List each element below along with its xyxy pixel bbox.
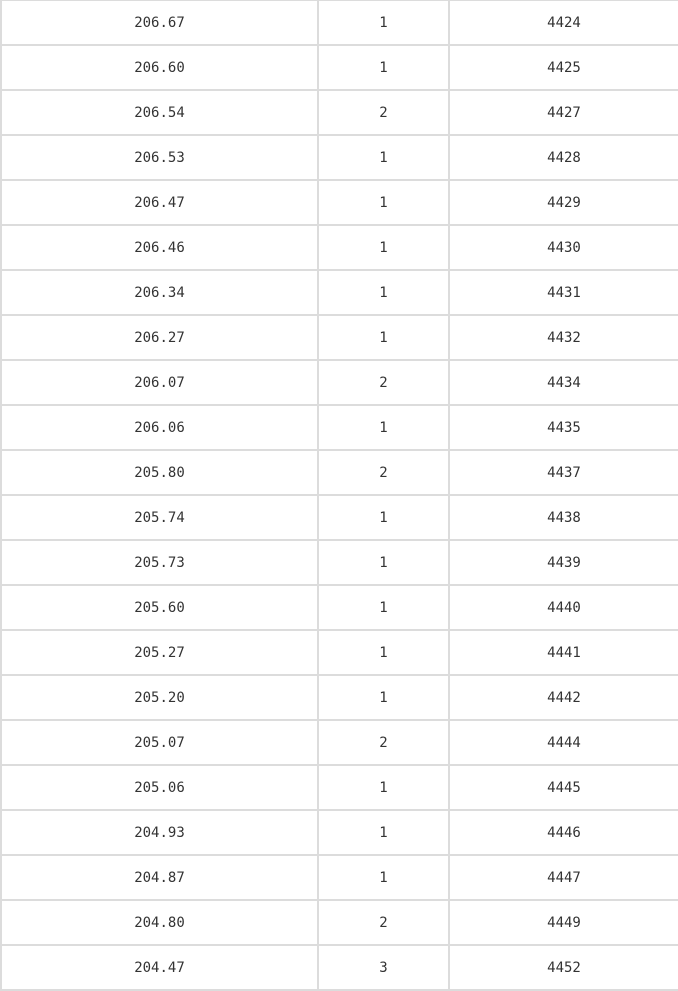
- score-cell: 206.27: [1, 315, 318, 360]
- rank-cell: 4429: [449, 180, 678, 225]
- table-row: [1, 855, 678, 900]
- table-row: [1, 90, 678, 135]
- table-row: [1, 540, 678, 585]
- count-cell: 1: [318, 675, 449, 720]
- rank-cell: 4434: [449, 360, 678, 405]
- count-cell: 1: [318, 135, 449, 180]
- table-row: [1, 405, 678, 450]
- score-cell: 206.60: [1, 45, 318, 90]
- count-cell: 1: [318, 585, 449, 630]
- score-cell: 205.20: [1, 675, 318, 720]
- table-row: [1, 360, 678, 405]
- table-row: [1, 225, 678, 270]
- score-cell: 206.53: [1, 135, 318, 180]
- rank-cell: 4430: [449, 225, 678, 270]
- rank-cell: 4445: [449, 765, 678, 810]
- score-cell: 206.46: [1, 225, 318, 270]
- table-row: [1, 135, 678, 180]
- table-row: [1, 720, 678, 765]
- table-row: [1, 180, 678, 225]
- count-cell: 1: [318, 1, 449, 46]
- rank-cell: 4441: [449, 630, 678, 675]
- rank-cell: 4438: [449, 495, 678, 540]
- score-cell: 204.93: [1, 810, 318, 855]
- table-row: [1, 945, 678, 990]
- count-cell: 1: [318, 855, 449, 900]
- rank-cell: 4424: [449, 1, 678, 46]
- score-cell: 204.80: [1, 900, 318, 945]
- count-cell: 2: [318, 90, 449, 135]
- rank-cell: 4428: [449, 135, 678, 180]
- rank-cell: 4444: [449, 720, 678, 765]
- count-cell: 1: [318, 495, 449, 540]
- table-row: [1, 495, 678, 540]
- count-cell: 1: [318, 405, 449, 450]
- score-cell: 204.87: [1, 855, 318, 900]
- count-cell: 1: [318, 315, 449, 360]
- table-row: [1, 630, 678, 675]
- count-cell: 1: [318, 765, 449, 810]
- rank-cell: 4447: [449, 855, 678, 900]
- score-cell: 206.07: [1, 360, 318, 405]
- count-cell: 1: [318, 540, 449, 585]
- score-cell: 205.80: [1, 450, 318, 495]
- table-row: [1, 810, 678, 855]
- rank-cell: 4437: [449, 450, 678, 495]
- table-row: [1, 585, 678, 630]
- score-cell: 204.47: [1, 945, 318, 990]
- table-row: [1, 450, 678, 495]
- table-row: [1, 1, 678, 46]
- table-row: [1, 900, 678, 945]
- score-cell: 205.06: [1, 765, 318, 810]
- rank-cell: 4440: [449, 585, 678, 630]
- score-cell: 206.54: [1, 90, 318, 135]
- count-cell: 2: [318, 360, 449, 405]
- table-row: [1, 765, 678, 810]
- score-cell: 205.73: [1, 540, 318, 585]
- count-cell: 2: [318, 720, 449, 765]
- count-cell: 2: [318, 450, 449, 495]
- score-cell: 205.07: [1, 720, 318, 765]
- count-cell: 1: [318, 180, 449, 225]
- score-cell: 205.74: [1, 495, 318, 540]
- rank-cell: 4442: [449, 675, 678, 720]
- rank-cell: 4427: [449, 90, 678, 135]
- score-cell: 205.60: [1, 585, 318, 630]
- score-cell: 205.27: [1, 630, 318, 675]
- score-cell: 206.47: [1, 180, 318, 225]
- rank-cell: 4439: [449, 540, 678, 585]
- table-body: [1, 1, 678, 991]
- count-cell: 1: [318, 270, 449, 315]
- score-cell: 206.67: [1, 1, 318, 46]
- count-cell: 1: [318, 810, 449, 855]
- table-row: [1, 675, 678, 720]
- rank-cell: 4452: [449, 945, 678, 990]
- count-cell: 1: [318, 45, 449, 90]
- score-cell: 206.34: [1, 270, 318, 315]
- count-cell: 1: [318, 630, 449, 675]
- score-cell: 206.06: [1, 405, 318, 450]
- rank-cell: 4431: [449, 270, 678, 315]
- count-cell: 3: [318, 945, 449, 990]
- rank-cell: 4449: [449, 900, 678, 945]
- rank-cell: 4435: [449, 405, 678, 450]
- rank-cell: 4425: [449, 45, 678, 90]
- count-cell: 1: [318, 225, 449, 270]
- count-cell: 2: [318, 900, 449, 945]
- rank-cell: 4432: [449, 315, 678, 360]
- table-row: [1, 45, 678, 90]
- rank-cell: 4446: [449, 810, 678, 855]
- table-row: [1, 270, 678, 315]
- table-row: [1, 315, 678, 360]
